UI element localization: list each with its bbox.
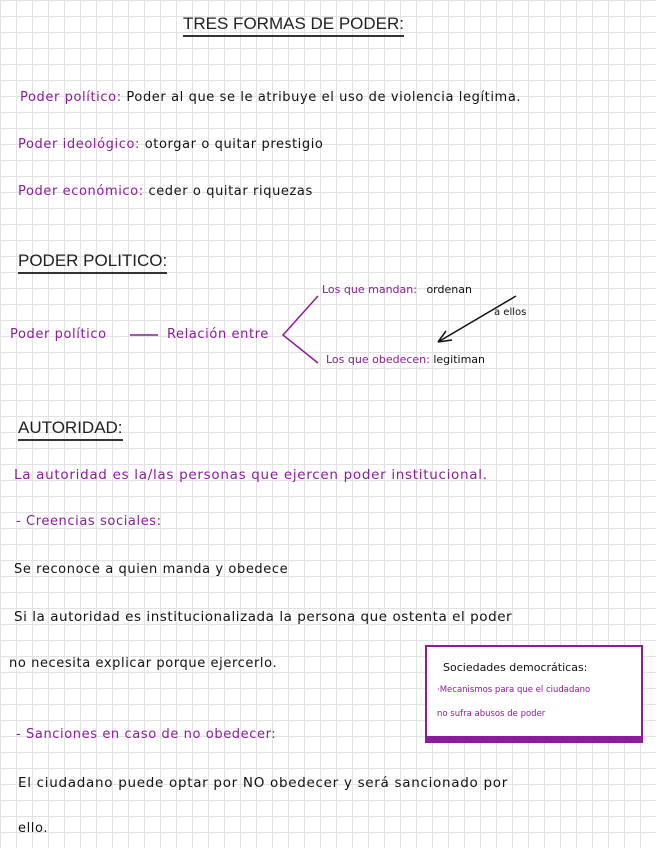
arrow-line [438, 296, 516, 342]
institutional-line-2: no necesita explicar porque ejercerlo. [9, 656, 278, 671]
section-heading-political: PODER POLITICO: [18, 251, 167, 274]
branch-value: ordenan [426, 283, 472, 296]
branch-label: Los que obedecen: [326, 353, 430, 366]
sanctions-heading: - Sanciones en caso de no obedecer: [16, 727, 277, 742]
diagram-root: Poder político [10, 327, 107, 342]
sanctions-line-1: El ciudadano puede optar por NO obedecer y será sancionado por [18, 775, 508, 791]
form-economic [18, 184, 313, 199]
institutional-line-1: Si la autoridad es institucionalizada la persona que ostenta el poder [14, 609, 513, 625]
form-desc: ceder o quitar riquezas [148, 184, 313, 199]
form-term: Poder político: [20, 90, 122, 105]
form-term: Poder ideológico: [18, 137, 140, 152]
page-title: TRES FORMAS DE PODER: [183, 14, 404, 37]
authority-definition: La autoridad es la/las personas que ejercen poder institucional. [14, 467, 488, 483]
form-desc: Poder al que se le atribuye el uso de violencia legítima. [126, 90, 522, 105]
arrow-head-icon [438, 331, 452, 342]
form-political [20, 90, 521, 105]
branch-label: Los que mandan: [322, 283, 417, 296]
note-box [425, 645, 643, 743]
note-box-title: Sociedades democráticas: [443, 661, 588, 674]
section-heading-authority: AUTORIDAD: [18, 418, 123, 441]
form-desc: otorgar o quitar prestigio [144, 137, 324, 152]
branch-value: legitiman [433, 353, 486, 366]
diagram-relation: Relación entre [167, 327, 269, 342]
diagram-top-branch [322, 283, 472, 296]
sanctions-line-2: ello. [18, 821, 49, 836]
note-box-line: ·Mecanismos para que el ciudadano [437, 685, 591, 695]
note-box-line: no sufra abusos de poder [437, 709, 546, 719]
beliefs-text: Se reconoce a quien manda y obedece [14, 562, 289, 577]
form-ideological [18, 137, 323, 152]
beliefs-heading: - Creencias sociales: [16, 514, 162, 529]
diagram-bottom-branch [326, 353, 485, 366]
form-term: Poder económico: [18, 184, 144, 199]
arrow-label: a ellos [494, 307, 527, 318]
branch-bracket [283, 296, 318, 363]
